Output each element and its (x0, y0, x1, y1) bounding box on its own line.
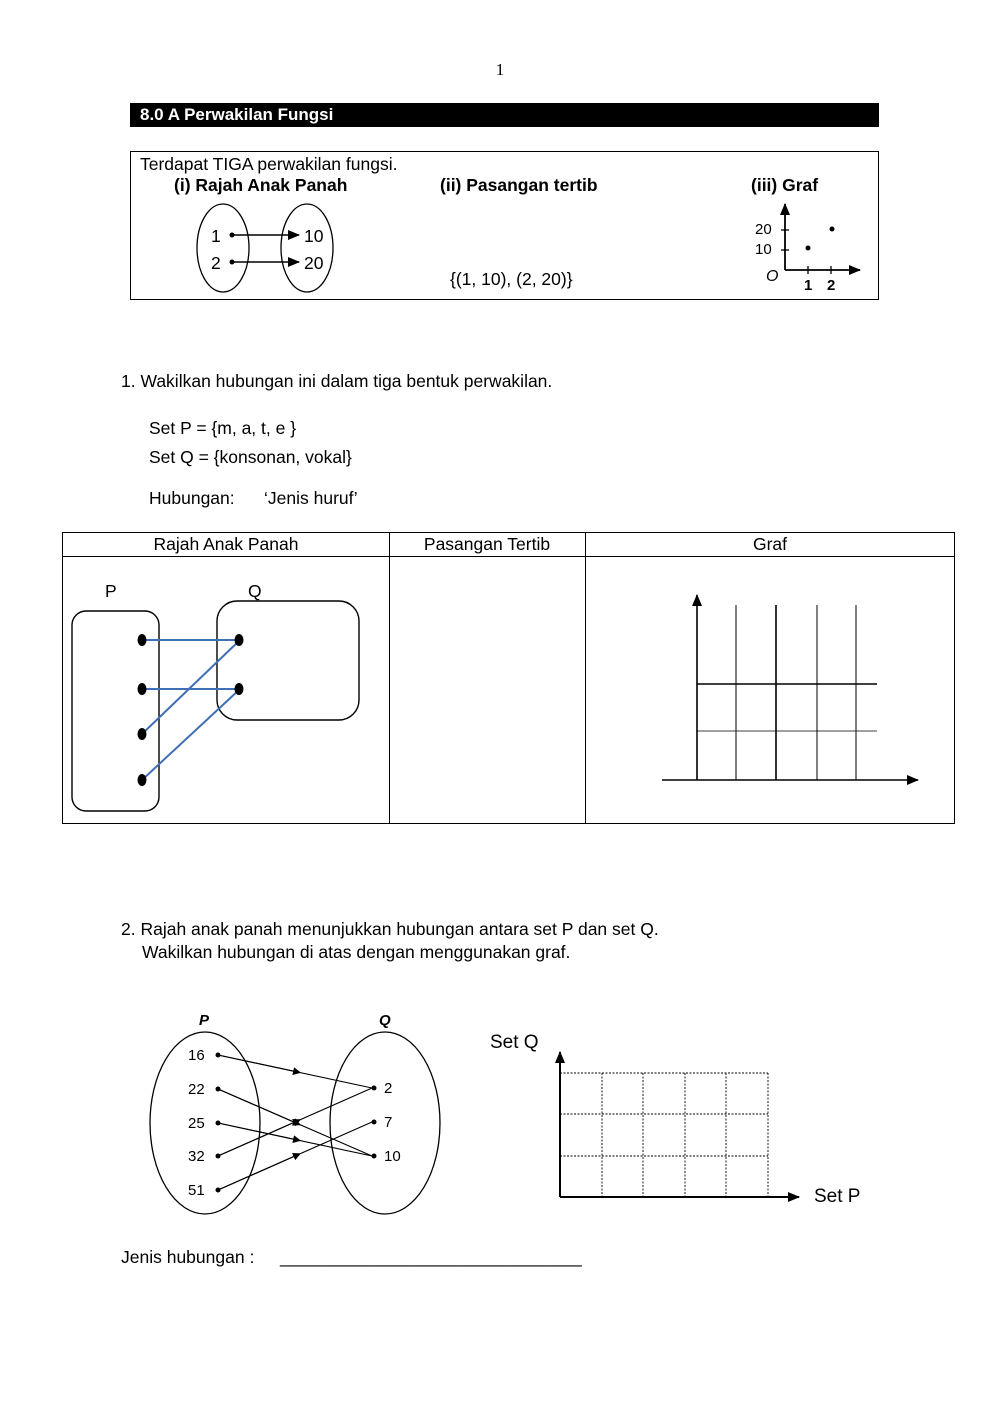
q2-prompt-line2: Wakilkan hubungan di atas dengan menggunakan graf. (142, 942, 571, 962)
p-point (216, 1188, 221, 1193)
answer-blank[interactable]: _______________________________ (280, 1247, 582, 1267)
q-value: 7 (384, 1114, 393, 1131)
p-point (216, 1121, 221, 1126)
domain-value: 1 (211, 226, 221, 246)
q-point (372, 1120, 377, 1125)
mapping-arrow (218, 1055, 300, 1073)
p-point (216, 1087, 221, 1092)
diagram-q-label: Q (248, 581, 262, 601)
codomain-value: 10 (304, 226, 324, 246)
q1-relation-value: ‘Jenis huruf’ (264, 488, 358, 508)
x-tick-label: 2 (827, 277, 836, 294)
intro-ordered-pairs-title: (ii) Pasangan tertib (440, 175, 598, 195)
y-tick-label: 10 (755, 241, 772, 258)
section-title: 8.0 A Perwakilan Fungsi (130, 103, 879, 127)
q1-set-q: Set Q = {konsonan, vokal} (149, 447, 352, 467)
y-tick-label: 20 (755, 221, 772, 238)
p-point (216, 1154, 221, 1159)
domain-value: 2 (211, 253, 221, 273)
p-value: 25 (188, 1115, 205, 1132)
mapping-arrow (218, 1089, 300, 1125)
intro-graph-title: (iii) Graf (751, 175, 819, 195)
codomain-value: 20 (304, 253, 324, 273)
q-value: 10 (384, 1148, 401, 1165)
origin-label: O (766, 268, 779, 285)
q-point (372, 1154, 377, 1159)
page-number: 1 (495, 60, 505, 79)
q2-set-p-label: P (199, 1012, 210, 1029)
graph-y-axis-label: Set Q (490, 1032, 539, 1053)
q2-prompt-line1: 2. Rajah anak panah menunjukkan hubungan antara set P dan set Q. (121, 919, 659, 939)
x-tick-label: 1 (804, 277, 813, 294)
graph-x-axis-label: Set P (814, 1186, 861, 1207)
mapping-arrow (218, 1154, 300, 1190)
q1-prompt: 1. Wakilkan hubungan ini dalam tiga bentuk perwakilan. (121, 371, 553, 391)
q2-set-p-oval (150, 1032, 260, 1214)
q1-relation-label: Hubungan: (149, 488, 235, 508)
intro-arrow-diagram-title: (i) Rajah Anak Panah (174, 175, 348, 195)
table-header: Rajah Anak Panah (153, 534, 299, 554)
q-value: 2 (384, 1080, 393, 1097)
p-point (216, 1053, 221, 1058)
p-value: 32 (188, 1148, 205, 1165)
q2-set-q-label: Q (379, 1012, 391, 1029)
intro-text: Terdapat TIGA perwakilan fungsi. (140, 154, 398, 174)
answer-label: Jenis hubungan : (121, 1247, 255, 1267)
table-header: Pasangan Tertib (423, 534, 551, 554)
table-header: Graf (752, 534, 788, 554)
diagram-p-label: P (105, 581, 117, 601)
q-point (372, 1086, 377, 1091)
p-value: 51 (188, 1182, 205, 1199)
q1-set-p: Set P = {m, a, t, e } (149, 418, 297, 438)
p-value: 22 (188, 1081, 205, 1098)
p-value: 16 (188, 1047, 205, 1064)
ordered-pairs: {(1, 10), (2, 20)} (450, 269, 573, 289)
